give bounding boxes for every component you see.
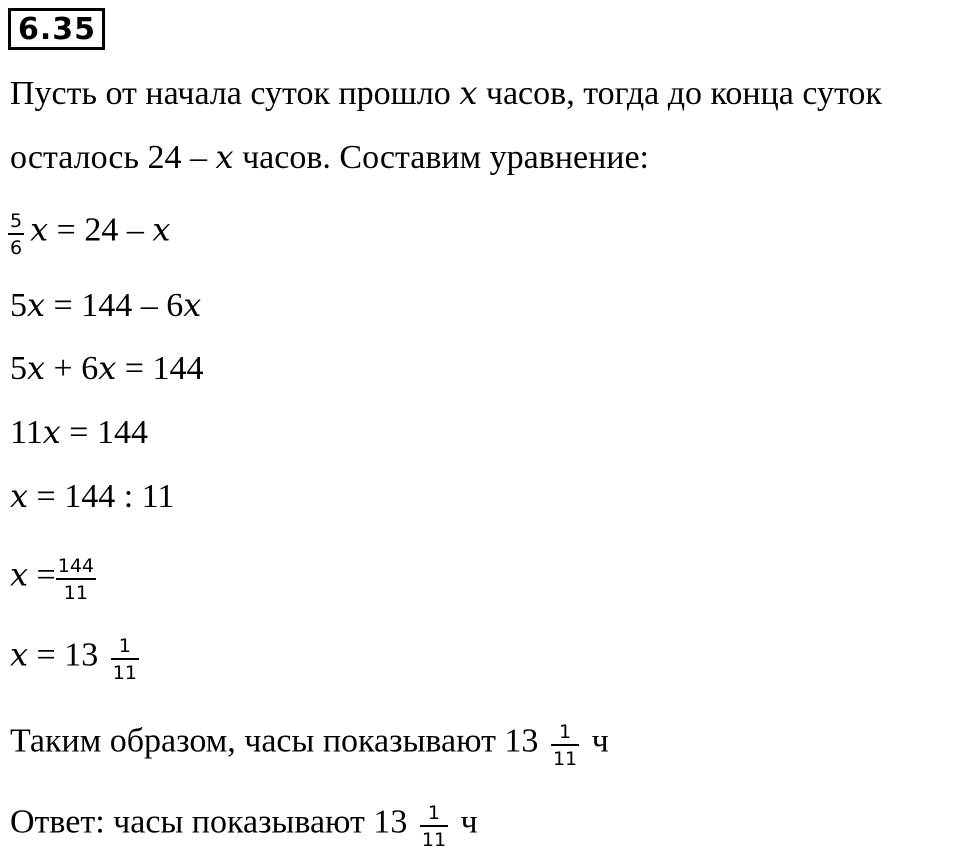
equation-text: = 144 (69, 414, 148, 451)
equation-step-4 (10, 412, 148, 453)
equation-text: = 144 (124, 350, 204, 387)
fraction (551, 721, 579, 770)
fraction (8, 210, 24, 259)
equation-text: = 144 : 11 (36, 478, 175, 515)
variable-x: x (30, 210, 49, 249)
fraction-numerator: 144 (56, 555, 96, 580)
fraction-numerator: 1 (111, 635, 139, 660)
fraction (111, 635, 139, 684)
equation-step-7 (10, 633, 143, 682)
equation-step-3 (10, 348, 203, 389)
unit-label: ч (591, 722, 609, 760)
conclusion-line (10, 719, 609, 768)
fraction (420, 802, 448, 851)
variable-x: x (183, 286, 202, 324)
variable-x: x (42, 413, 61, 451)
equation-text: = 13 (36, 636, 99, 674)
equation-text: = (36, 556, 56, 594)
conclusion-text: Таким образом, часы показывают 13 (10, 722, 539, 760)
equation-step-1 (10, 208, 170, 257)
variable-x: x (10, 477, 29, 515)
problem-number: 6.35 (8, 8, 105, 50)
equation-step-5 (10, 476, 174, 517)
fraction-numerator: 5 (8, 210, 24, 235)
answer-line (10, 800, 478, 849)
fraction (56, 555, 96, 604)
equation-step-2 (10, 285, 201, 326)
variable-x: x (215, 138, 234, 176)
variable-x: x (27, 349, 46, 387)
intro-text: осталось 24 – (10, 139, 208, 176)
fraction-numerator: 1 (420, 802, 448, 827)
fraction-denominator: 11 (112, 662, 137, 684)
fraction-denominator: 11 (421, 829, 447, 851)
equation-text: = 144 – 6 (53, 287, 184, 324)
intro-line-2 (10, 137, 649, 178)
equation-text: 11 (10, 414, 43, 451)
variable-x: x (10, 555, 29, 594)
fraction-numerator: 1 (551, 721, 579, 746)
variable-x: x (459, 74, 478, 112)
fraction-denominator: 11 (63, 582, 88, 604)
fraction-denominator: 6 (10, 237, 23, 259)
answer-text: Ответ: часы показывают 13 (10, 803, 408, 841)
equation-step-6 (10, 553, 100, 602)
intro-text: часов, тогда до конца суток (485, 75, 882, 112)
equation-text: = 24 – (56, 211, 144, 249)
fraction-denominator: 11 (552, 748, 578, 770)
unit-label: ч (460, 803, 478, 841)
variable-x: x (27, 286, 46, 324)
variable-x: x (98, 349, 117, 387)
intro-text: Пусть от начала суток прошло (10, 75, 451, 112)
equation-text: 5 (10, 350, 27, 387)
intro-line-1 (10, 73, 882, 114)
variable-x: x (152, 210, 171, 249)
variable-x: x (10, 635, 29, 674)
intro-text: часов. Составим уравнение: (242, 139, 649, 176)
equation-text: 5 (10, 287, 27, 324)
equation-text: + 6 (53, 350, 99, 387)
